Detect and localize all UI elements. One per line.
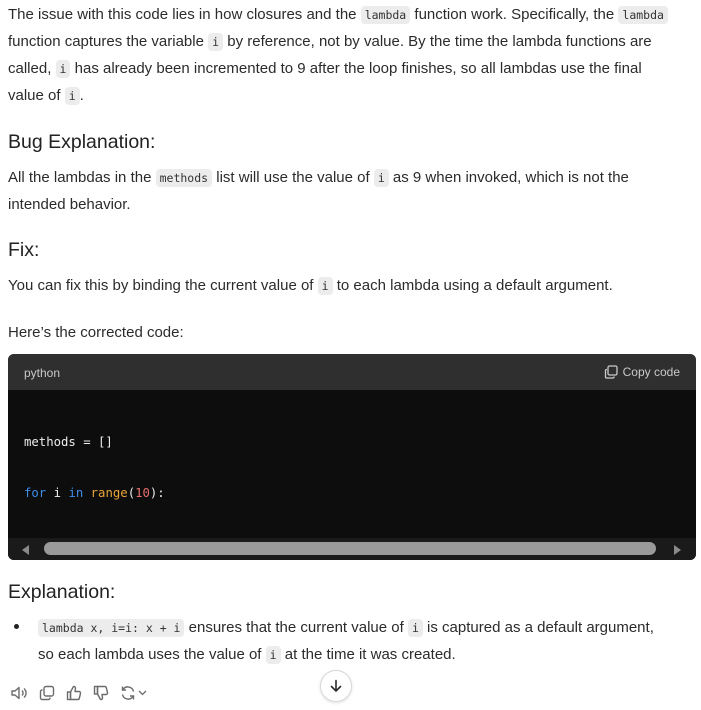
- code-block: [8, 354, 696, 560]
- code-block-header: [8, 354, 696, 390]
- fix-heading: Fix:: [8, 239, 40, 261]
- message-actions-toolbar: [10, 685, 147, 701]
- arrow-down-icon: [329, 679, 343, 693]
- intro-line-3: called, i has already been incremented to 9 after the loop finishes, so all lambdas use the final: [8, 60, 642, 77]
- inline-code: i: [374, 169, 389, 187]
- inline-code: i: [266, 646, 281, 664]
- copy-icon: [604, 365, 618, 379]
- copy-code-label: Copy code: [622, 365, 680, 379]
- inline-code: i: [318, 277, 333, 295]
- scroll-left-arrow-icon[interactable]: [22, 545, 29, 555]
- scroll-right-arrow-icon[interactable]: [674, 545, 681, 555]
- intro-line-4: value of i .: [8, 87, 84, 104]
- explanation-bullet-line-1: lambda x, i=i: x + i ensures that the current value of i is captured as a default argument,: [38, 614, 654, 642]
- code-line: for i in range(10):: [24, 486, 165, 500]
- intro-line-2: function captures the variable i by reference, not by value. By the time the lambda functions are: [8, 33, 652, 50]
- good-response-button[interactable]: [66, 685, 82, 701]
- regenerate-icon: [120, 685, 136, 701]
- explanation-bullet-line-2: so each lambda uses the value of i at the time it was created.: [38, 646, 456, 663]
- inline-code: i: [208, 33, 223, 51]
- copy-icon: [39, 685, 55, 701]
- explanation-heading: Explanation:: [8, 581, 116, 603]
- read-aloud-button[interactable]: [10, 685, 28, 701]
- inline-code: i: [65, 87, 80, 105]
- thumbs-down-icon: [93, 685, 109, 701]
- copy-code-button[interactable]: [604, 365, 680, 379]
- inline-code: methods: [156, 169, 212, 187]
- bullet-dot: [14, 624, 19, 629]
- fix-line-1: You can fix this by binding the current value of i to each lambda using a default argument.: [8, 277, 613, 294]
- thumbs-up-icon: [66, 685, 82, 701]
- intro-line-1: The issue with this code lies in how closures and the lambda function work. Specifically, the lambda: [8, 1, 668, 29]
- bug-line-1: All the lambdas in the methods list will use the value of i as 9 when invoked, which is not the: [8, 169, 629, 186]
- copy-message-button[interactable]: [39, 685, 55, 701]
- bug-heading: Bug Explanation:: [8, 131, 156, 153]
- speaker-icon: [10, 685, 28, 701]
- bug-line-2: intended behavior.: [8, 196, 131, 213]
- fix-line-2: Here’s the corrected code:: [8, 324, 184, 341]
- inline-code: lambda: [618, 6, 668, 24]
- inline-code: i: [56, 60, 71, 78]
- inline-code: i: [408, 619, 423, 637]
- regenerate-button[interactable]: [120, 685, 147, 701]
- horizontal-scrollbar[interactable]: [8, 538, 696, 560]
- code-body: [8, 390, 696, 560]
- chevron-down-icon: [138, 689, 147, 697]
- bad-response-button[interactable]: [93, 685, 109, 701]
- code-line: methods = []: [24, 435, 113, 449]
- scroll-to-bottom-button[interactable]: [320, 670, 352, 702]
- inline-code: lambda x, i=i: x + i: [38, 619, 184, 637]
- code-language-label: python: [24, 366, 61, 380]
- scrollbar-thumb[interactable]: [44, 542, 656, 555]
- inline-code: lambda: [361, 6, 411, 24]
